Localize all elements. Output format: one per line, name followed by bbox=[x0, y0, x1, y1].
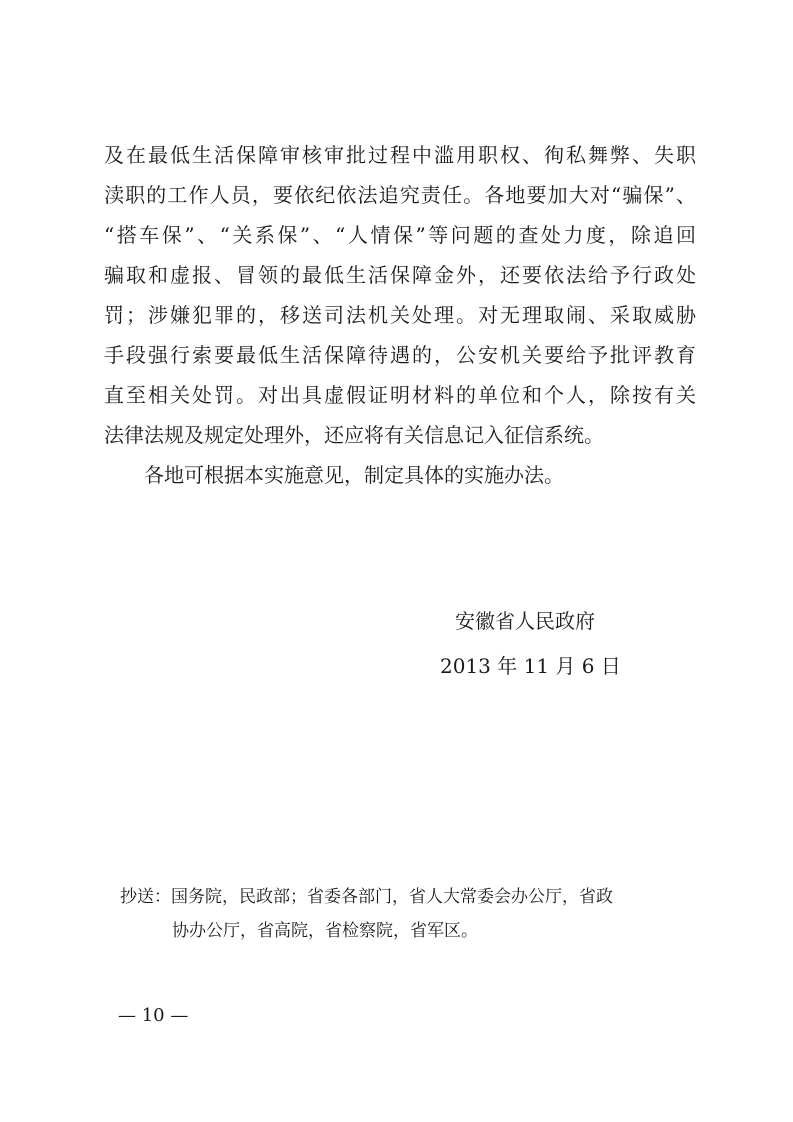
cc-distribution bbox=[120, 880, 680, 948]
paragraph-line-3: “搭车保”、“关系保”、“人情保”等问题的查处力度，除追回 bbox=[104, 223, 696, 247]
closing-paragraph: 各地可根据本实施意见，制定具体的实施办法。 bbox=[144, 463, 564, 487]
issuing-organization: 安徽省人民政府 bbox=[455, 609, 595, 633]
paragraph-line-4: 骗取和虚报、冒领的最低生活保障金外，还要依法给予行政处 bbox=[104, 263, 696, 287]
paragraph-line-2: 渎职的工作人员，要依纪依法追究责任。各地要加大对“骗保”、 bbox=[104, 183, 696, 207]
page-number: — 10 — bbox=[118, 1005, 189, 1026]
issue-date: 2013 年 11 月 6 日 bbox=[440, 654, 621, 678]
paragraph-line-8: 法律法规及规定处理外，还应将有关信息记入征信系统。 bbox=[104, 423, 604, 447]
paragraph-line-1: 及在最低生活保障审核审批过程中滥用职权、徇私舞弊、失职 bbox=[104, 143, 696, 167]
paragraph-line-6: 手段强行索要最低生活保障待遇的，公安机关要给予批评教育 bbox=[104, 343, 696, 367]
cc-line-1: 抄送：国务院，民政部；省委各部门，省人大常委会办公厅，省政 bbox=[120, 887, 613, 907]
cc-line-2: 协办公厅，省高院，省检察院，省军区。 bbox=[172, 921, 478, 941]
paragraph-line-5: 罚；涉嫌犯罪的，移送司法机关处理。对无理取闹、采取威胁 bbox=[104, 303, 696, 327]
body-text bbox=[104, 135, 696, 495]
paragraph-line-7: 直至相关处罚。对出具虚假证明材料的单位和个人，除按有关 bbox=[104, 383, 696, 407]
